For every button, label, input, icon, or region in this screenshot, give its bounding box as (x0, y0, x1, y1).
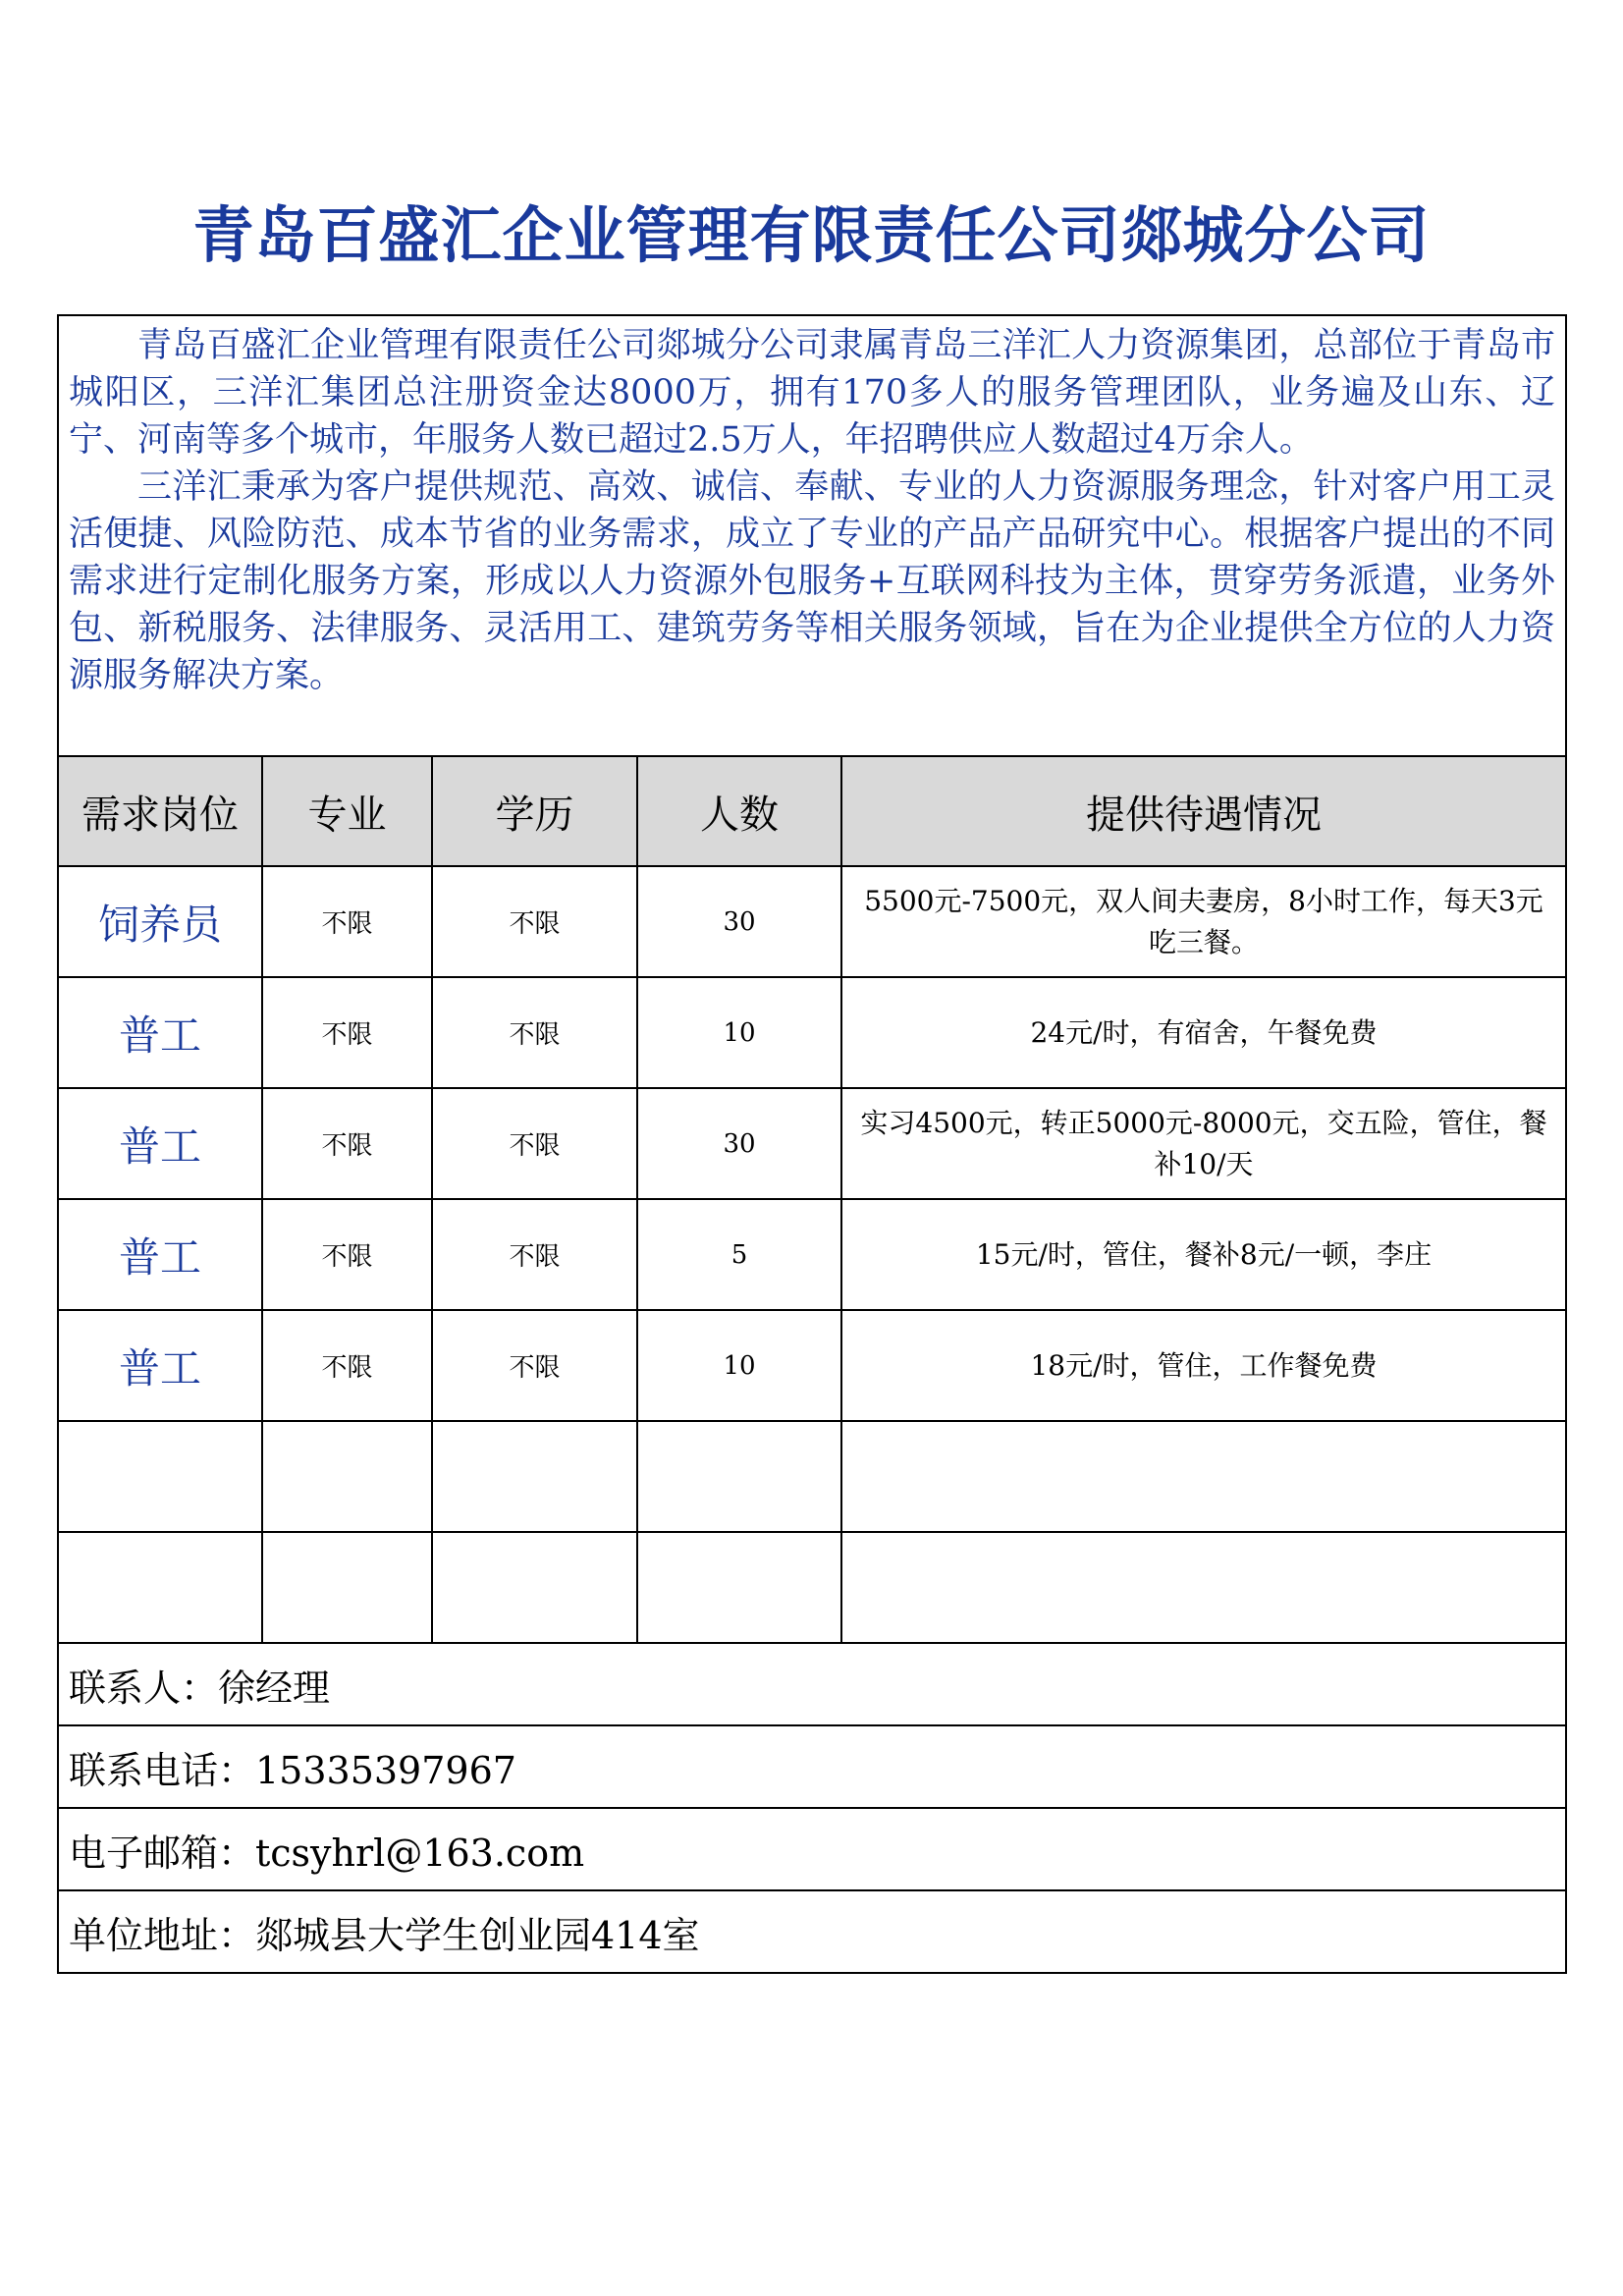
empty-cell (432, 1421, 637, 1532)
table-header-row (58, 756, 1566, 866)
cell-benefits: 18元/时，管住，工作餐免费 (841, 1310, 1566, 1421)
table-row (58, 1199, 1566, 1310)
header-major: 专业 (262, 756, 432, 866)
cell-count: 10 (637, 1310, 841, 1421)
recruitment-table (57, 314, 1567, 1974)
header-count: 人数 (637, 756, 841, 866)
contact-email: 电子邮箱：tcsyhrl@163.com (58, 1808, 1566, 1890)
empty-cell (841, 1532, 1566, 1643)
empty-cell (432, 1532, 637, 1643)
empty-table-row (58, 1421, 1566, 1532)
header-education: 学历 (432, 756, 637, 866)
cell-major: 不限 (262, 1088, 432, 1199)
empty-cell (58, 1421, 262, 1532)
cell-count: 5 (637, 1199, 841, 1310)
empty-cell (262, 1532, 432, 1643)
cell-major: 不限 (262, 866, 432, 977)
intro-paragraph-2: 三洋汇秉承为客户提供规范、高效、诚信、奉献、专业的人力资源服务理念，针对客户用工灵活便捷、风险防范、成本节省的业务需求，成立了专业的产品产品研究中心。根据客户提出的不同需求进行定制化服务方案，形成以人力资源外包服务+互联网科技为主体，贯穿劳务派遣，业务外包、新税服务、法律服务、灵活用工、建筑劳务等相关服务领域，旨在为企业提供全方位的人力资源服务解决方案。 (69, 467, 1556, 695)
contact-address-row (58, 1890, 1566, 1973)
empty-cell (637, 1421, 841, 1532)
company-intro (58, 315, 1566, 756)
table-row (58, 977, 1566, 1088)
cell-position: 饲养员 (58, 866, 262, 977)
cell-count: 10 (637, 977, 841, 1088)
cell-position: 普工 (58, 1310, 262, 1421)
cell-position: 普工 (58, 1199, 262, 1310)
contact-phone-row (58, 1725, 1566, 1808)
cell-position: 普工 (58, 1088, 262, 1199)
contact-person-row (58, 1643, 1566, 1725)
empty-cell (262, 1421, 432, 1532)
table-row (58, 1310, 1566, 1421)
contact-email-row (58, 1808, 1566, 1890)
cell-count: 30 (637, 866, 841, 977)
contact-person: 联系人：徐经理 (58, 1643, 1566, 1725)
empty-table-row (58, 1532, 1566, 1643)
cell-education: 不限 (432, 977, 637, 1088)
empty-cell (637, 1532, 841, 1643)
table-row (58, 1088, 1566, 1199)
cell-education: 不限 (432, 866, 637, 977)
intro-paragraph-1: 青岛百盛汇企业管理有限责任公司郯城分公司隶属青岛三洋汇人力资源集团，总部位于青岛市城阳区，三洋汇集团总注册资金达8000万，拥有170多人的服务管理团队，业务遍及山东、辽宁、河南等多个城市，年服务人数已超过2.5万人，年招聘供应人数超过4万余人。 (69, 326, 1556, 460)
contact-address: 单位地址：郯城县大学生创业园414室 (58, 1890, 1566, 1973)
header-position: 需求岗位 (58, 756, 262, 866)
cell-major: 不限 (262, 977, 432, 1088)
cell-benefits: 24元/时，有宿舍，午餐免费 (841, 977, 1566, 1088)
empty-cell (841, 1421, 1566, 1532)
header-benefits: 提供待遇情况 (841, 756, 1566, 866)
cell-major: 不限 (262, 1199, 432, 1310)
cell-benefits: 实习4500元，转正5000元-8000元，交五险，管住，餐补10/天 (841, 1088, 1566, 1199)
page-title: 青岛百盛汇企业管理有限责任公司郯城分公司 (192, 199, 1431, 271)
cell-count: 30 (637, 1088, 841, 1199)
cell-education: 不限 (432, 1199, 637, 1310)
cell-benefits: 15元/时，管住，餐补8元/一顿，李庄 (841, 1199, 1566, 1310)
cell-education: 不限 (432, 1310, 637, 1421)
cell-education: 不限 (432, 1088, 637, 1199)
cell-position: 普工 (58, 977, 262, 1088)
contact-phone: 联系电话：15335397967 (58, 1725, 1566, 1808)
cell-major: 不限 (262, 1310, 432, 1421)
cell-benefits: 5500元-7500元，双人间夫妻房，8小时工作，每天3元吃三餐。 (841, 866, 1566, 977)
empty-cell (58, 1532, 262, 1643)
table-row (58, 866, 1566, 977)
